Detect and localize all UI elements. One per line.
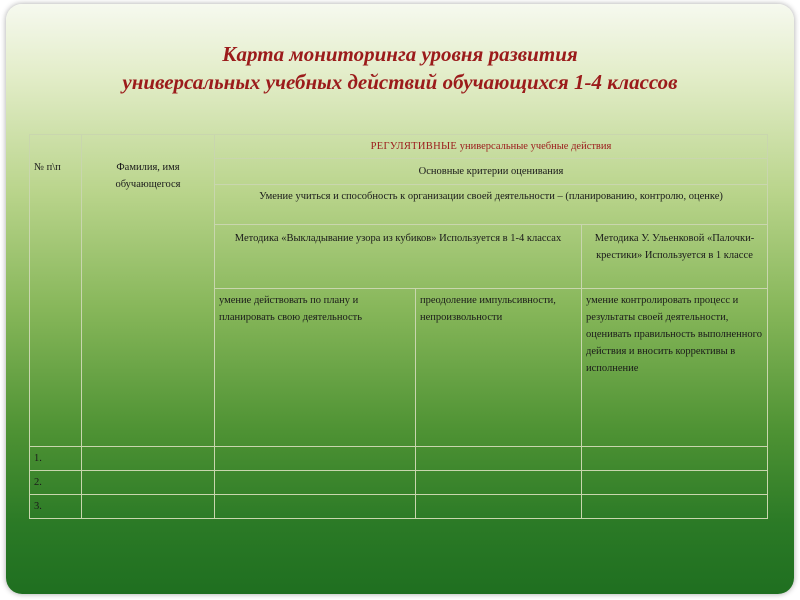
title-line-2: универсальных учебных действий обучающихся 1-4 классов [122,70,678,94]
skill-b-cell [416,289,582,447]
group-header-caps: РЕГУЛЯТИВНЫЕ [370,141,458,152]
header-number [30,135,82,447]
row-cell [582,447,768,471]
slide-title [6,40,794,96]
method-2-label: Методика У. Ульенковой «Палочки-крестики» Используется в 1 классе [594,233,755,261]
row-cell [215,447,416,471]
criteria-label: Основные критерии оценивания [418,166,564,177]
row-cell [215,471,416,495]
header-number-label: № п\п [34,162,61,173]
row-cell [82,495,215,519]
method-1-label: Методика «Выкладывание узора из кубиков» Используется в 1-4 классах [234,233,562,244]
row-cell [416,447,582,471]
row-cell [582,471,768,495]
criteria-header [215,159,768,185]
table-row [30,471,768,495]
skill-label: Умение учиться и способность к организации своей деятельности – (планированию, контролю, оценке) [259,191,723,202]
row-cell [416,471,582,495]
skill-c-cell [582,289,768,447]
header-name [82,135,215,447]
row-cell [582,495,768,519]
group-header [215,135,768,159]
row-number: 1. [30,447,82,471]
monitoring-table [29,134,768,519]
method-1-header [215,225,582,289]
group-header-rest: универсальные учебные действия [457,141,612,152]
skill-a-cell [215,289,416,447]
row-cell [82,471,215,495]
row-cell [82,447,215,471]
table-row [30,447,768,471]
row-cell [215,495,416,519]
skill-a-label: умение действовать по плану и планировать свою деятельность [219,295,363,323]
table-row [30,495,768,519]
skill-b-label: преодоление импульсивности, непроизвольности [420,295,556,323]
method-2-header [582,225,768,289]
row-cell [416,495,582,519]
skill-c-label: умение контролировать процесс и результаты своей деятельности, оценивать правильность выполненного действия и вносить коррективы в исполнение [586,295,762,374]
skill-header [215,185,768,225]
row-number: 3. [30,495,82,519]
row-number: 2. [30,471,82,495]
title-line-1: Карта мониторинга уровня развития [222,42,578,66]
header-name-label: Фамилия, имя обучающегося [115,162,181,190]
